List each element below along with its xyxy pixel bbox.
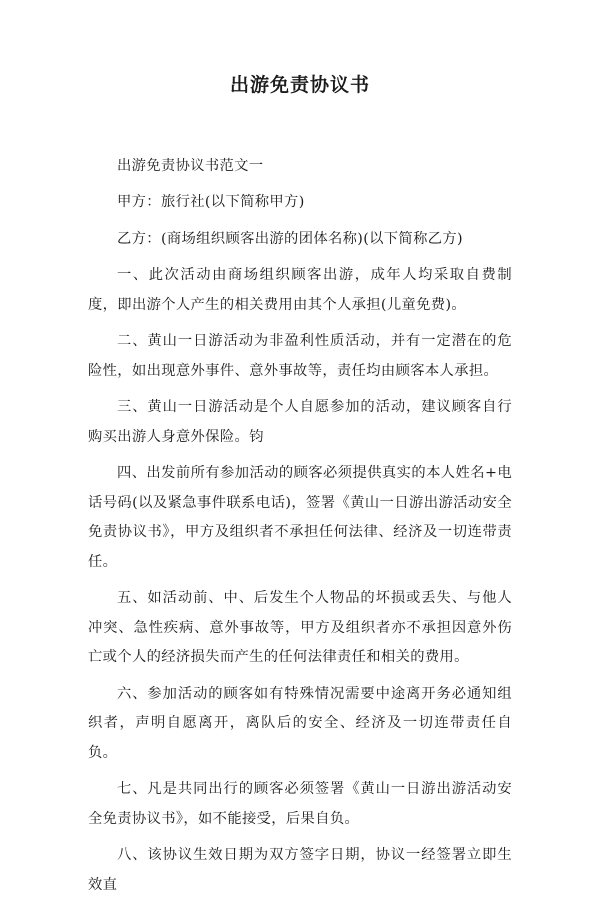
paragraph-clause-1: 一、此次活动由商场组织顾客出游，成年人均采取自费制度，即出游个人产生的相关费用由其个人承担(儿童免费)。 [88,267,512,313]
paragraph-clause-6: 六、参加活动的顾客如有特殊情况需要中途离开务必通知组织者，声明自愿离开，离队后的安全、经济及一切连带责任自负。 [88,685,512,762]
paragraph-subtitle: 出游免责协议书范文一 [117,158,264,174]
paragraph-party-b: 乙方：(商场组织顾客出游的团体名称)(以下简称乙方) [117,230,463,247]
paragraph-clause-8: 八、该协议生效日期为双方签字日期，协议一经签署立即生效直 [88,847,512,894]
paragraph-clause-7: 七、凡是共同出行的顾客必须签署《黄山一日游出游活动安全免责协议书》，如不能接受，后果自负。 [88,781,512,828]
paragraph-clause-3: 三、黄山一日游活动是个人自愿参加的活动，建议顾客自行购买出游人身意外保险。钧 [88,399,512,445]
paragraph-clause-2: 二、黄山一日游活动为非盈利性质活动，并有一定潜在的危险性，如出现意外事件、意外事故等，责任均由顾客本人承担。 [88,333,512,379]
paragraph-clause-5: 五、如活动前、中、后发生个人物品的坏损或丢失、与他人冲突、急性疾病、意外事故等，甲方及组织者亦不承担因意外伤亡或个人的经济损失而产生的任何法律责任和相关的费用。 [88,590,512,666]
paragraph-clause-4: 四、出发前所有参加活动的顾客必须提供真实的本人姓名+电话号码(以及紧急事件联系电话)，签署《黄山一日游出游活动安全免责协议书》，甲方及组织者不承担任何法律、经济及一切连带责任。 [88,465,512,570]
document-title: 出游免责协议书 [229,74,370,96]
paragraph-party-a: 甲方：旅行社(以下简称甲方) [117,194,305,211]
